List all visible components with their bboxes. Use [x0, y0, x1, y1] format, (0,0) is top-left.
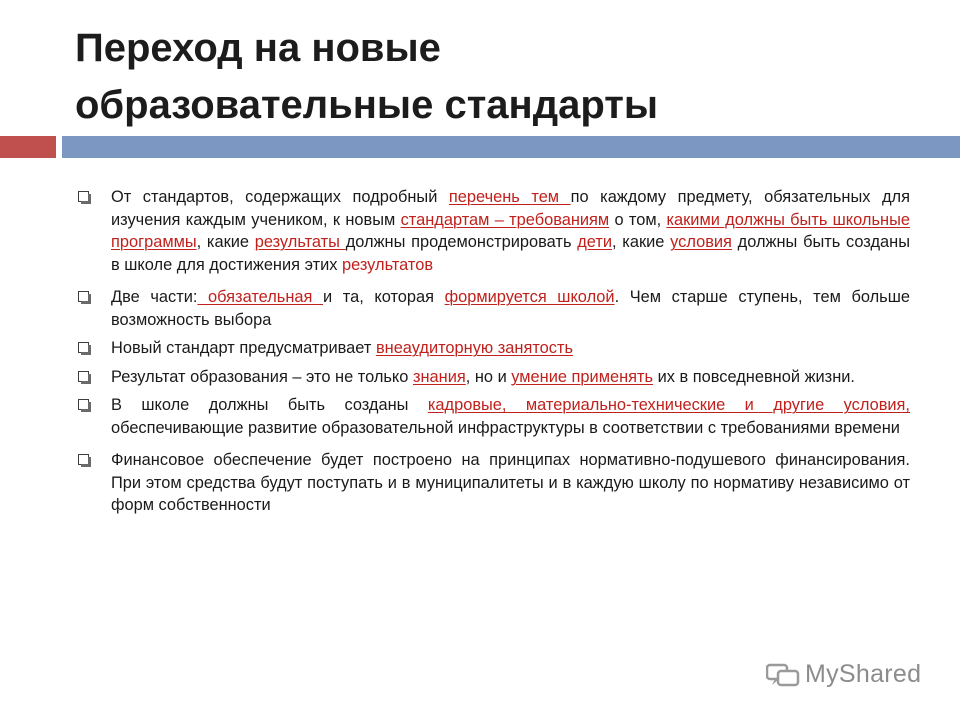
- bullet-text: , какие: [196, 233, 255, 251]
- highlighted-term: внеаудиторную занятость: [375, 339, 574, 357]
- bullet-text: и та, которая: [322, 288, 445, 306]
- bullet-item: [78, 286, 910, 331]
- slide-title-line-1: Переход на новые: [75, 26, 441, 70]
- highlighted-term: обязательная: [197, 288, 323, 306]
- checkbox-bullet-icon: [78, 399, 89, 410]
- title-rule-red-accent: [0, 136, 56, 158]
- highlighted-term: умение применять: [511, 367, 654, 386]
- bullet-text: Новый стандарт предусматривает: [111, 339, 376, 357]
- bullet-item: [78, 337, 910, 360]
- checkbox-bullet-icon: [78, 371, 89, 382]
- highlighted-term: результатов: [341, 255, 434, 274]
- bullet-text: их в повседневной жизни.: [653, 367, 855, 386]
- highlighted-term: какими должны быть школьные программы: [111, 210, 910, 251]
- bullet-text: должны быть созданы в школе для достижения этих: [111, 233, 910, 274]
- myshared-watermark: [766, 654, 926, 694]
- bullet-text: должны продемонстрировать: [345, 233, 578, 251]
- bullet-text: , но и: [465, 367, 512, 386]
- bullet-item: [78, 186, 910, 276]
- highlighted-term: знания: [412, 367, 466, 386]
- highlighted-term: условия: [670, 233, 732, 251]
- bullet-text: Две части:: [111, 288, 198, 306]
- slide-title: [75, 20, 935, 134]
- slide-title-line-2: образовательные стандарты: [75, 83, 658, 127]
- checkbox-bullet-icon: [78, 342, 89, 353]
- bullet-text: Финансовое обеспечение будет построено на принципах нормативно-подушевого финансирования. При этом средства будут поступать и в муниципалитеты и в каждую школу по нормативу независимо от форм собственности: [111, 451, 910, 514]
- checkbox-bullet-icon: [78, 291, 89, 302]
- bullet-text: . Чем старше ступень, тем больше возможность выбора: [111, 288, 910, 329]
- bullet-item: [78, 449, 910, 517]
- bullet-text: От стандартов, содержащих подробный: [111, 188, 449, 206]
- title-rule-blue-bar: [62, 136, 960, 158]
- myshared-logo-icon: [766, 657, 800, 691]
- bullet-text: В школе должны быть созданы: [111, 396, 428, 414]
- highlighted-term: формируется школой: [444, 288, 615, 306]
- bullet-text: , какие: [612, 233, 671, 251]
- highlighted-term: стандартам – требованиям: [400, 210, 610, 229]
- bullet-text: обеспечивающие развитие образовательной инфраструктуры в соответствии с требованиями времени: [111, 418, 900, 437]
- bullet-text: по каждому предмету, обязательных для изучения каждым учеником, к новым: [111, 188, 910, 229]
- watermark-text: MyShared: [805, 659, 922, 688]
- bullet-text: о том,: [609, 210, 667, 229]
- bullet-list: [78, 186, 910, 527]
- bullet-item: [78, 394, 910, 439]
- checkbox-bullet-icon: [78, 454, 89, 465]
- highlighted-term: кадровые, материально-технические и другие условия,: [427, 396, 910, 414]
- highlighted-term: результаты: [254, 233, 346, 251]
- checkbox-bullet-icon: [78, 191, 89, 202]
- bullet-item: [78, 366, 910, 389]
- highlighted-term: перечень тем: [448, 188, 571, 206]
- bullet-text: Результат образования – это не только: [111, 367, 413, 386]
- highlighted-term: дети: [577, 233, 613, 251]
